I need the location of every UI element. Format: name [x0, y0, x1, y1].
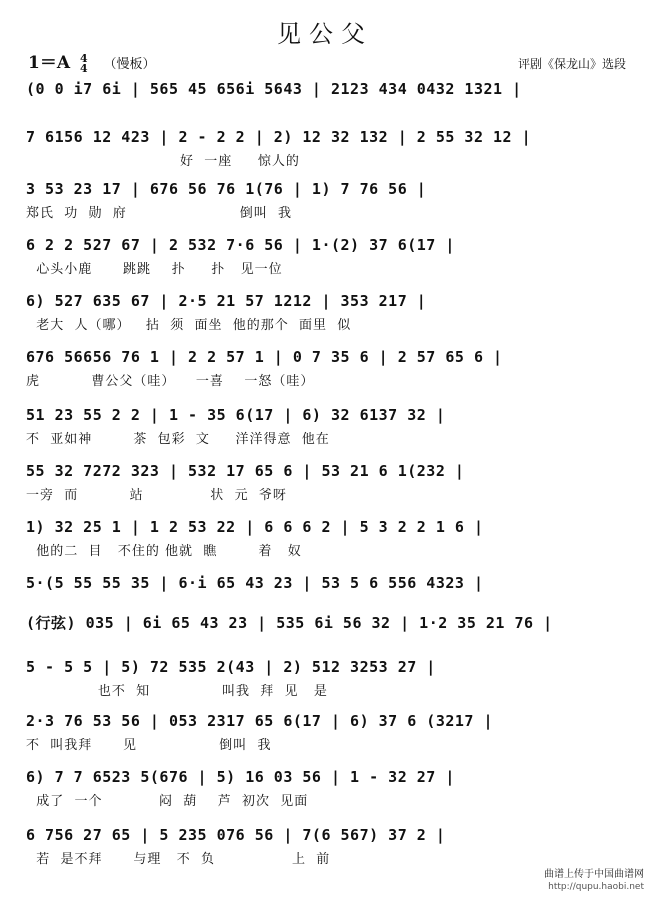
- lyrics-line: 也不 知 叫我 拜 见 是: [26, 684, 328, 699]
- notation-line: 6 756 27 65 | 5 235 076 56 | 7(6 567) 37 2 |: [26, 826, 446, 844]
- lyrics-line: 他的二 目 不住的 他就 瞧 着 奴: [26, 544, 302, 559]
- lyrics-line: 郑氏 功 勋 府 倒叫 我: [26, 206, 292, 221]
- lyrics-line: 若 是不拜 与理 不 负 上 前: [26, 852, 331, 867]
- lyrics-line: 不 叫我拜 见 倒叫 我: [26, 738, 272, 753]
- notation-line: 6 2 2 527 67 | 2 532 7·6 56 | 1·(2) 37 6(17 |: [26, 236, 455, 254]
- notation-line: 55 32 7272 323 | 532 17 65 6 | 53 21 6 1(232 |: [26, 462, 465, 480]
- lyrics-line: 成了 一个 闷 葫 芦 初次 见面: [26, 794, 309, 809]
- watermark-text: 曲谱上传于中国曲谱网: [544, 869, 644, 880]
- song-title: 见公父: [277, 20, 373, 48]
- site-watermark: [544, 868, 644, 894]
- notation-line: 6) 527 635 67 | 2·5 21 57 1212 | 353 217 |: [26, 292, 427, 310]
- notation-line: 6) 7 7 6523 5(676 | 5) 16 03 56 | 1 - 32 27 |: [26, 768, 455, 786]
- meter-bottom: 4: [79, 61, 88, 75]
- notation-line: 5 - 5 5 | 5) 72 535 2(43 | 2) 512 3253 27 |: [26, 658, 436, 676]
- key-signature: [28, 48, 156, 74]
- notation-line: 2·3 76 53 56 | 053 2317 65 6(17 | 6) 37 6 (3217 |: [26, 712, 494, 730]
- source-label: 评剧《保龙山》选段: [517, 57, 626, 71]
- lyrics-line: 老大 人（哪） 拈 须 面坐 他的那个 面里 似: [26, 318, 352, 333]
- key-label: 1＝A: [28, 53, 71, 73]
- notation-line: 7 6156 12 423 | 2 - 2 2 | 2) 12 32 132 | 2 55 32 12 |: [26, 128, 532, 146]
- lyrics-line: 心头小鹿 跳跳 扑 扑 见一位: [26, 262, 283, 277]
- notation-line: 5·(5 55 55 35 | 6·i 65 43 23 | 53 5 6 556 4323 |: [26, 574, 484, 592]
- notation-line: 1) 32 25 1 | 1 2 53 22 | 6 6 6 2 | 5 3 2 2 1 6 |: [26, 518, 484, 536]
- notation-line: (行弦) 035 | 6i 65 43 23 | 535 6i 56 32 | 1·2 35 21 76 |: [26, 614, 553, 632]
- tempo-marking: （慢板）: [103, 57, 156, 72]
- meter-top: 4: [79, 51, 88, 65]
- lyrics-line: 好 一座 惊人的: [26, 154, 300, 169]
- lyrics-line: 一旁 而 站 状 元 爷呀: [26, 488, 287, 503]
- lyrics-line: 虎 曹公父（哇） 一喜 一怒（哇）: [26, 374, 315, 389]
- notation-line: (0 0 i7 6i | 565 45 656i 5643 | 2123 434 0432 1321 |: [26, 80, 522, 98]
- notation-line: 3 53 23 17 | 676 56 76 1(76 | 1) 7 76 56 |: [26, 180, 427, 198]
- notation-line: 676 56656 76 1 | 2 2 57 1 | 0 7 35 6 | 2 57 65 6 |: [26, 348, 503, 366]
- notation-line: 51 23 55 2 2 | 1 - 35 6(17 | 6) 32 6137 32 |: [26, 406, 446, 424]
- lyrics-line: 不 亚如神 茶 包彩 文 洋洋得意 他在: [26, 432, 330, 447]
- time-signature: [79, 51, 88, 75]
- watermark-url: http://qupu.haobi.net: [548, 882, 644, 892]
